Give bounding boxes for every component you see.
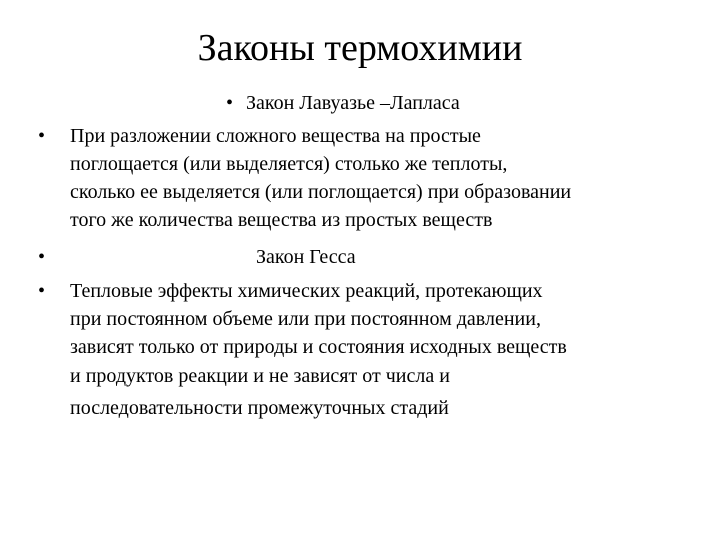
paragraph-line: последовательности промежуточных стадий — [70, 397, 449, 419]
heading-hess: Закон Гесса — [256, 246, 356, 268]
paragraph-line: и продуктов реакции и не зависят от числа и — [70, 365, 450, 387]
bullet-marker: • — [38, 280, 46, 302]
paragraph-line: того же количества вещества из простых веществ — [70, 209, 493, 231]
heading-lavoisier-laplace: Закон Лавуазье –Лапласа — [246, 92, 460, 114]
paragraph-line: при постоянном объеме или при постоянном давлении, — [70, 308, 541, 330]
paragraph-line: зависят только от природы и состояния исходных веществ — [70, 336, 567, 358]
paragraph-line: При разложении сложного вещества на простые — [70, 125, 481, 147]
bullet-marker: • — [38, 125, 46, 147]
slide-title: Законы термохимии — [197, 27, 523, 69]
paragraph-line: сколько ее выделяется (или поглощается) при образовании — [70, 181, 572, 203]
bullet-marker: • — [38, 246, 46, 268]
paragraph-line: поглощается (или выделяется) столько же теплоты, — [70, 153, 508, 175]
bullet-marker: • — [226, 92, 234, 114]
paragraph-line: Тепловые эффекты химических реакций, протекающих — [70, 280, 543, 302]
